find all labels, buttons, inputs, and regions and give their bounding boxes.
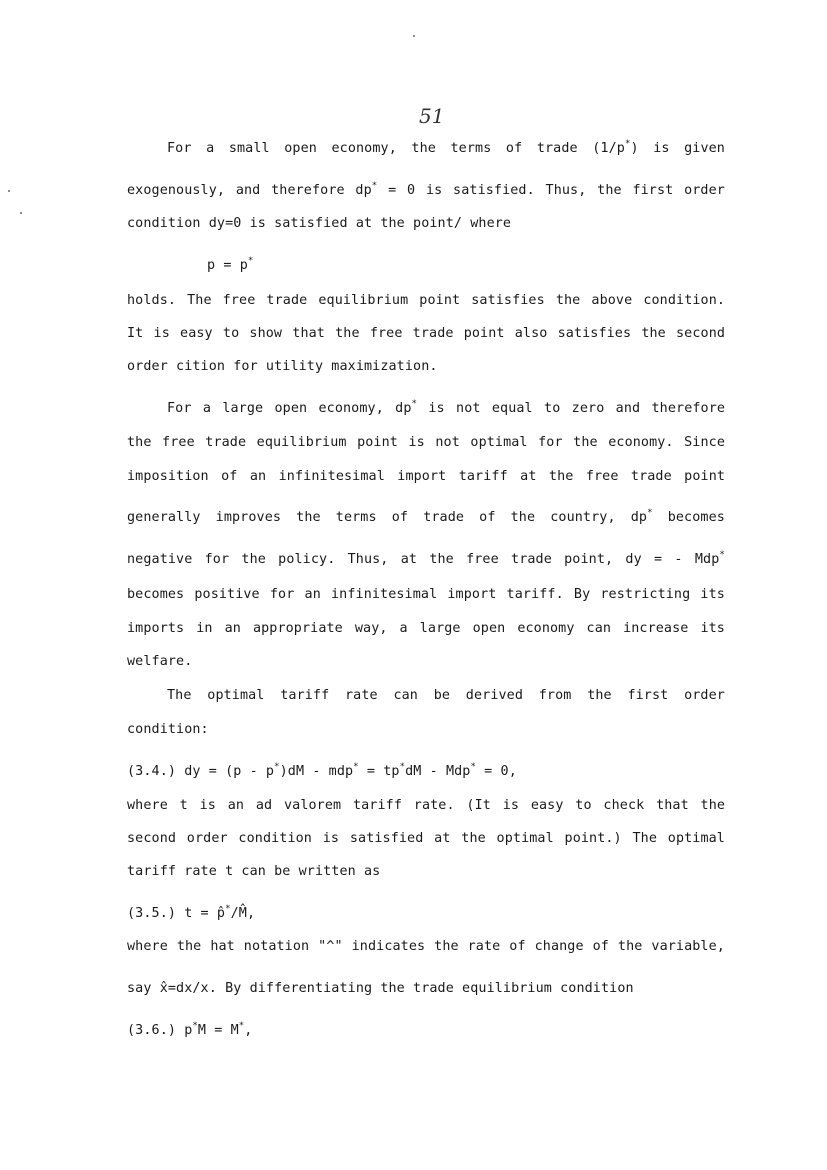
page-number: 51 [419,104,445,128]
paragraph-line: exogenously, and therefore dp* = 0 is satisfied. Thus, the first order [127,181,725,198]
paragraph-line: say x=dx/x. By differentiating the trade equilibrium condition [127,981,634,996]
paragraph-line: negative for the policy. Thus, at the free trade point, dy = - Mdp* [127,550,725,567]
equation-line: (3.4.) dy = (p - p*)dM - mdp* = tp*dM - Mdp* = 0, [127,762,517,779]
paragraph-line: where t is an ad valorem tariff rate. (It is easy to check that the [127,798,726,813]
equation-line: p = p* [207,256,254,273]
equation-line: (3.5.) t = p*/M, [127,904,256,921]
scan-speck [20,212,22,214]
paragraph-line: welfare. [127,654,193,669]
paragraph-line: where the hat notation "^" indicates the rate of change of the variable, [127,939,725,954]
scan-speck [8,190,10,192]
paragraph-line: For a large open economy, dp* is not equal to zero and therefore [167,399,726,416]
paragraph-line: the free trade equilibrium point is not optimal for the economy. Since [127,435,725,450]
paragraph-line: imports in an appropriate way, a large open economy can increase its [127,621,725,636]
paragraph-line: condition dy=0 is satisfied at the point/ where [127,216,512,231]
paragraph-line: generally improves the terms of trade of the country, dp* becomes [127,508,725,525]
equation-line: (3.6.) p*M = M*, [127,1021,253,1038]
paragraph-line: becomes positive for an infinitesimal import tariff. By restricting its [127,587,725,602]
paragraph-line: For a small open economy, the terms of trade (1/p*) is given [167,139,725,156]
scan-speck [413,35,415,37]
paragraph-line: tariff rate t can be written as [127,864,381,879]
paragraph-line: It is easy to show that the free trade point also satisfies the second [127,326,726,341]
paragraph-line: The optimal tariff rate can be derived from the first order [167,688,725,703]
paragraph-line: second order condition is satisfied at the optimal point.) The optimal [127,831,725,846]
paragraph-line: imposition of an infinitesimal import tariff at the free trade point [127,469,726,484]
paragraph-line: holds. The free trade equilibrium point satisfies the above condition. [127,293,726,308]
paragraph-line: order cition for utility maximization. [127,359,438,374]
paragraph-line: condition: [127,722,209,737]
